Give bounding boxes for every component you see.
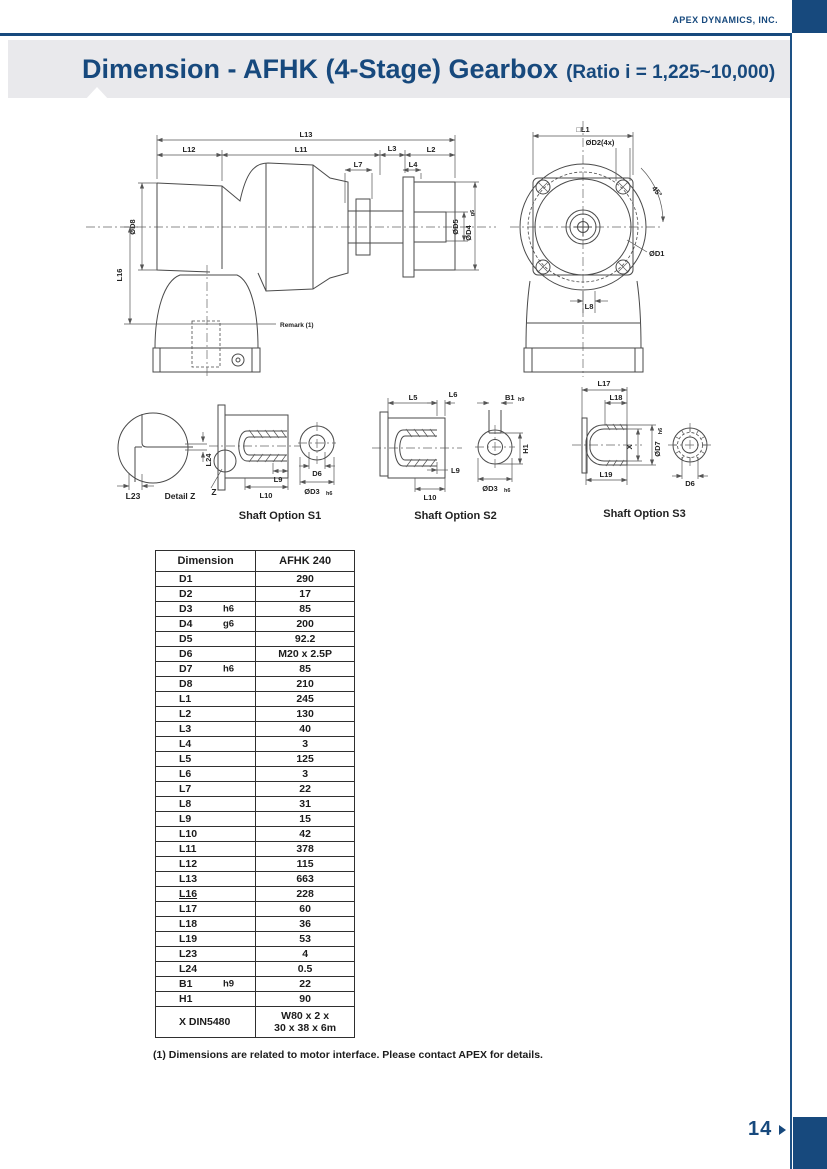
table-row — [156, 782, 355, 797]
dim-label-l18: L18 — [609, 393, 623, 402]
dim-label-l5: L5 — [408, 393, 418, 402]
dim-value-cell: 15 — [256, 812, 355, 827]
table-row — [156, 722, 355, 737]
dim-value-cell: 17 — [256, 587, 355, 602]
dim-label-d3: ØD3 — [482, 484, 498, 493]
dim-value-cell: 130 — [256, 707, 355, 722]
dim-label-l1: □L1 — [576, 125, 590, 134]
dim-value-cell: W80 x 2 x 30 x 38 x 6m — [256, 1007, 355, 1038]
dim-label-l10: L10 — [259, 491, 273, 500]
dim-label-d7-tol: h6 — [658, 427, 664, 435]
dim-label-d2: ØD2(4x) — [585, 138, 615, 147]
dim-label-l16: L16 — [115, 268, 124, 282]
dim-label-d8: ØD8 — [128, 219, 137, 235]
dim-label-45deg: 45° — [649, 184, 665, 199]
table-row — [156, 842, 355, 857]
dim-value-cell: 210 — [256, 677, 355, 692]
dim-label-cell: H1 — [156, 992, 256, 1007]
dim-value-cell: 85 — [256, 662, 355, 677]
dim-label-cell: L3 — [156, 722, 256, 737]
page-title-ratio: (Ratio i = 1,225~10,000) — [566, 62, 776, 83]
table-row — [156, 797, 355, 812]
dim-label-l23: L23 — [125, 491, 141, 501]
dim-value-cell: 92.2 — [256, 632, 355, 647]
dim-value-cell: 378 — [256, 842, 355, 857]
table-row — [156, 752, 355, 767]
caption-shaft-option-s1: Shaft Option S1 — [238, 510, 322, 522]
dim-value-cell: 90 — [256, 992, 355, 1007]
dim-value-cell: 4 — [256, 947, 355, 962]
dim-label-d3-tol: h6 — [504, 488, 511, 494]
dim-label-l6: L6 — [448, 390, 458, 399]
front-view-drawing — [500, 115, 745, 383]
table-row — [156, 962, 355, 977]
table-row — [156, 692, 355, 707]
caption-shaft-option-s2: Shaft Option S2 — [414, 510, 497, 522]
table-row — [156, 857, 355, 872]
dim-label-d7: ØD7 — [653, 441, 662, 457]
dim-value-cell: 53 — [256, 932, 355, 947]
dim-label-cell: X DIN5480 — [156, 1007, 256, 1038]
dim-label-cell: D8 — [156, 677, 256, 692]
dim-label-l8: L8 — [584, 302, 594, 311]
dimension-table — [155, 550, 355, 1038]
dim-label-l2: L2 — [426, 145, 436, 154]
dim-label-cell: L17 — [156, 902, 256, 917]
dim-label-cell: L12 — [156, 857, 256, 872]
dim-label-l9: L9 — [273, 475, 283, 484]
detail-z-caption: Detail Z — [164, 491, 196, 501]
dim-label-x: X — [625, 444, 634, 450]
table-row — [156, 1007, 355, 1038]
dim-value-cell: 60 — [256, 902, 355, 917]
dim-label-cell: D5 — [156, 632, 256, 647]
page-number: 14 — [748, 1118, 773, 1140]
table-row — [156, 902, 355, 917]
dim-label-cell: L8 — [156, 797, 256, 812]
dim-label-l11: L11 — [294, 145, 308, 154]
caption-shaft-option-s3: Shaft Option S3 — [603, 508, 686, 520]
dim-label-cell: D6 — [156, 647, 256, 662]
dim-label-l19: L19 — [599, 470, 613, 479]
dim-value-cell: 663 — [256, 872, 355, 887]
dim-label-cell: L24 — [156, 962, 256, 977]
dim-label-cell: L4 — [156, 737, 256, 752]
table-row — [156, 662, 355, 677]
dim-label-l9: L9 — [451, 466, 460, 475]
col-header-afhk240: AFHK 240 — [256, 551, 355, 572]
table-row — [156, 992, 355, 1007]
dim-label-cell: D2 — [156, 587, 256, 602]
table-row — [156, 917, 355, 932]
dim-label-b1: B1 — [505, 393, 515, 402]
dim-label-d6: D6 — [685, 479, 695, 488]
dim-label-cell: D1 — [156, 572, 256, 587]
dim-label-z: Z — [211, 487, 217, 497]
page-arrow-icon — [779, 1125, 786, 1135]
table-row — [156, 587, 355, 602]
title-band — [8, 40, 790, 98]
dim-value-cell: 85 — [256, 602, 355, 617]
dim-label-d4: ØD4 — [464, 225, 473, 241]
dim-label-cell: L23 — [156, 947, 256, 962]
dim-label-cell: L2 — [156, 707, 256, 722]
dim-table-body — [156, 572, 355, 1038]
dim-label-l24: L24 — [204, 453, 213, 467]
table-row — [156, 632, 355, 647]
dim-value-cell: 3 — [256, 767, 355, 782]
table-row — [156, 872, 355, 887]
dim-label-cell: D7 h6 — [156, 662, 256, 677]
dim-value-cell: 115 — [256, 857, 355, 872]
dim-label-cell: L19 — [156, 932, 256, 947]
dim-label-d3-tol: h6 — [326, 491, 333, 497]
dim-value-cell: 125 — [256, 752, 355, 767]
remark-note: Remark (1) — [280, 322, 314, 329]
corner-block-top — [792, 0, 827, 33]
dim-label-cell: L13 — [156, 872, 256, 887]
dim-label-cell: L11 — [156, 842, 256, 857]
title-pointer — [84, 87, 110, 101]
dim-label-l7: L7 — [353, 160, 363, 169]
shaft-option-s1-drawing — [205, 395, 355, 507]
table-row — [156, 737, 355, 752]
table-row — [156, 812, 355, 827]
dim-label-cell: L5 — [156, 752, 256, 767]
dim-label-l3: L3 — [387, 144, 397, 153]
page-title: Dimension - AFHK (4-Stage) Gearbox — [82, 54, 559, 84]
dim-value-cell: 3 — [256, 737, 355, 752]
page-footer — [748, 1118, 786, 1141]
header-rule — [0, 33, 792, 36]
dim-label-cell: L16 — [156, 887, 256, 902]
dim-label-cell: L10 — [156, 827, 256, 842]
dim-value-cell: 22 — [256, 782, 355, 797]
table-row — [156, 887, 355, 902]
table-row — [156, 677, 355, 692]
table-row — [156, 602, 355, 617]
side-view-drawing — [80, 115, 500, 383]
company-name: APEX DYNAMICS, INC. — [672, 15, 778, 25]
dim-label-d3: ØD3 — [304, 487, 320, 496]
dim-value-cell: 290 — [256, 572, 355, 587]
table-row — [156, 572, 355, 587]
dim-label-b1-tol: h9 — [518, 397, 525, 403]
table-row — [156, 947, 355, 962]
dim-value-cell: 245 — [256, 692, 355, 707]
dim-label-l10: L10 — [423, 493, 437, 502]
dim-value-cell: 22 — [256, 977, 355, 992]
dim-label-cell: L18 — [156, 917, 256, 932]
dim-label-l17: L17 — [597, 379, 611, 388]
dim-label-l12: L12 — [182, 145, 196, 154]
table-row — [156, 617, 355, 632]
right-rule — [790, 33, 792, 1169]
dim-value-cell: 40 — [256, 722, 355, 737]
dim-value-cell: 36 — [256, 917, 355, 932]
shaft-option-s3-drawing — [570, 373, 748, 517]
dim-label-d5: ØD5 — [451, 219, 460, 235]
table-row — [156, 827, 355, 842]
dim-label-cell: L9 — [156, 812, 256, 827]
table-row — [156, 767, 355, 782]
dim-value-cell: 0.5 — [256, 962, 355, 977]
dim-value-cell: 42 — [256, 827, 355, 842]
dim-value-cell: 228 — [256, 887, 355, 902]
dim-label-l13: L13 — [299, 130, 313, 139]
dim-label-cell: L1 — [156, 692, 256, 707]
dim-label-cell: D4 g6 — [156, 617, 256, 632]
table-row — [156, 647, 355, 662]
footnote: (1) Dimensions are related to motor interface. Please contact APEX for details. — [153, 1049, 543, 1061]
dim-label-cell: D3 h6 — [156, 602, 256, 617]
dim-label-l4: L4 — [408, 160, 418, 169]
dim-label-cell: L7 — [156, 782, 256, 797]
table-row — [156, 932, 355, 947]
col-header-dimension: Dimension — [156, 551, 256, 572]
dim-label-cell: L6 — [156, 767, 256, 782]
dim-value-cell: M20 x 2.5P — [256, 647, 355, 662]
dim-label-h1: H1 — [521, 444, 530, 454]
shaft-option-s2-drawing — [370, 388, 570, 512]
table-header-row — [156, 551, 355, 572]
dim-label-cell: B1 h9 — [156, 977, 256, 992]
dim-value-cell: 31 — [256, 797, 355, 812]
table-row — [156, 977, 355, 992]
dim-label-d6: D6 — [312, 469, 322, 478]
dim-value-cell: 200 — [256, 617, 355, 632]
dim-label-d1: ØD1 — [649, 249, 665, 258]
table-row — [156, 707, 355, 722]
corner-block-bottom — [793, 1117, 827, 1169]
dim-label-d4-tol: g6 — [470, 209, 476, 217]
